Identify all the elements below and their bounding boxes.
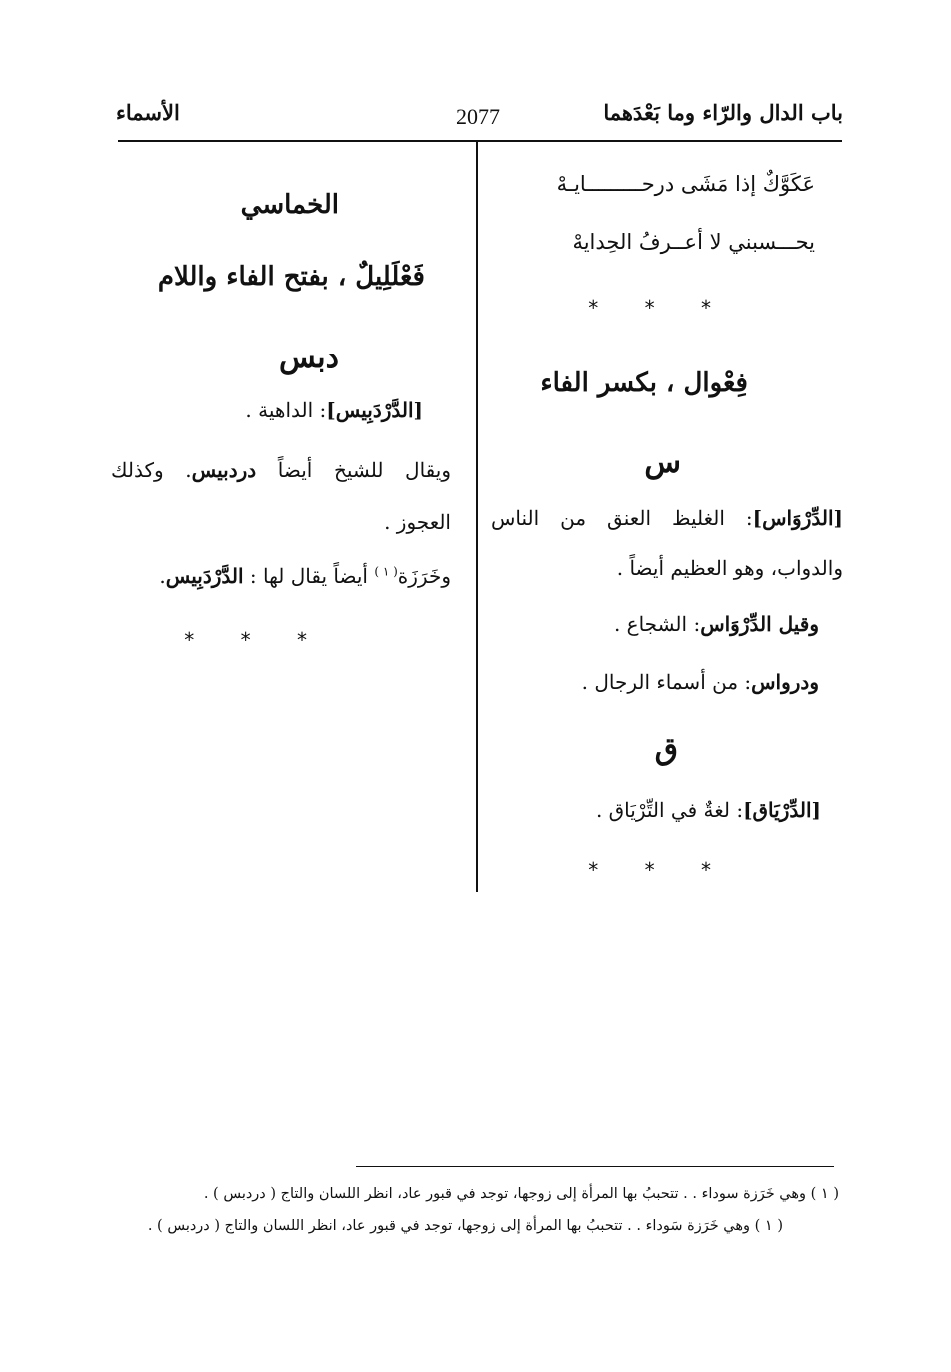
section-heading: الخماسي — [240, 190, 339, 220]
section-separator: * * * — [588, 858, 731, 882]
headword: وقيل الدِّرْوَاس — [700, 612, 819, 636]
headword: [الدِّرْوَاس] — [752, 506, 843, 530]
headword: [الدَّرْدَبِيس] — [326, 398, 423, 422]
root-heading: دبس — [279, 340, 339, 375]
definition: : لغةٌ في التِّرْيَاق . — [595, 798, 744, 822]
header-rule — [118, 140, 842, 142]
entry-daryaq — [596, 798, 821, 822]
footnote-marker[interactable]: ( ١ ) — [374, 564, 398, 579]
definition: : الداهية . — [245, 398, 327, 422]
entry-darwas-brave — [614, 612, 819, 636]
headword: ودرواس — [751, 670, 819, 694]
headword: [الدِّرْيَاق] — [743, 798, 821, 822]
definition: : الشجاع . — [613, 612, 701, 636]
definition: أيضاً يقال لها : — [249, 564, 368, 588]
column-divider — [476, 142, 478, 892]
root-heading: ق — [654, 732, 678, 767]
chapter-title: باب الدال والرّاء وما بَعْدَهما — [603, 100, 843, 125]
definition: : من أسماء الرجال . — [581, 670, 752, 694]
definition: ويقال للشيخ أيضاً — [277, 458, 452, 482]
page-number: 2077 — [456, 104, 500, 129]
pattern-heading: فَعْلَلِيلٌ ، بفتح الفاء واللام — [157, 262, 425, 292]
entry-dardabis-old-man — [111, 458, 451, 482]
pattern-heading: فِعْوال ، بكسر الفاء — [540, 368, 748, 398]
footnote-rule — [356, 1166, 834, 1167]
punctuation: . — [159, 564, 166, 588]
entry-dardabis-bead — [159, 564, 451, 588]
footnote-1-duplicate: ( ١ ) وهي خَرَزة سَوداء . . تتحببُ بها المرأة إلى زوجها، توجد في قبور عاد، انظر اللسان والتاج ( دردبس ) . — [147, 1218, 783, 1234]
section-title: الأسماء — [116, 100, 180, 125]
definition: : الغليظ العنق من الناس — [491, 506, 753, 530]
definition: . وكذلك — [111, 458, 192, 482]
entry-darwas-cont: والدواب، وهو العظيم أيضاً . — [616, 556, 843, 580]
verse-line-1: عَكَوَّكٌ إذا مَشَى درحـــــــــايـهْ — [556, 172, 815, 196]
entry-dardabis-cont: العجوز . — [384, 510, 451, 534]
verse-line-2: يحـــسبني لا أعــرفُ الحِدايهْ — [572, 230, 815, 254]
entry-dardabis — [245, 398, 423, 422]
footnote-1: ( ١ ) وهي خَرَزة سوداء . . تتحببُ بها المرأة إلى زوجها، توجد في قبور عاد، انظر اللسان والتاج ( دردبس ) . — [203, 1186, 839, 1202]
entry-darwas-name — [582, 670, 819, 694]
root-heading: س — [644, 445, 681, 480]
headword: دردبيس — [191, 458, 257, 482]
definition: وخَرَزَة — [397, 564, 451, 588]
headword: الدَّرْدَبِيس — [165, 564, 244, 588]
section-separator: * * * — [184, 628, 327, 652]
section-separator: * * * — [588, 296, 731, 320]
entry-darwas — [491, 506, 843, 530]
